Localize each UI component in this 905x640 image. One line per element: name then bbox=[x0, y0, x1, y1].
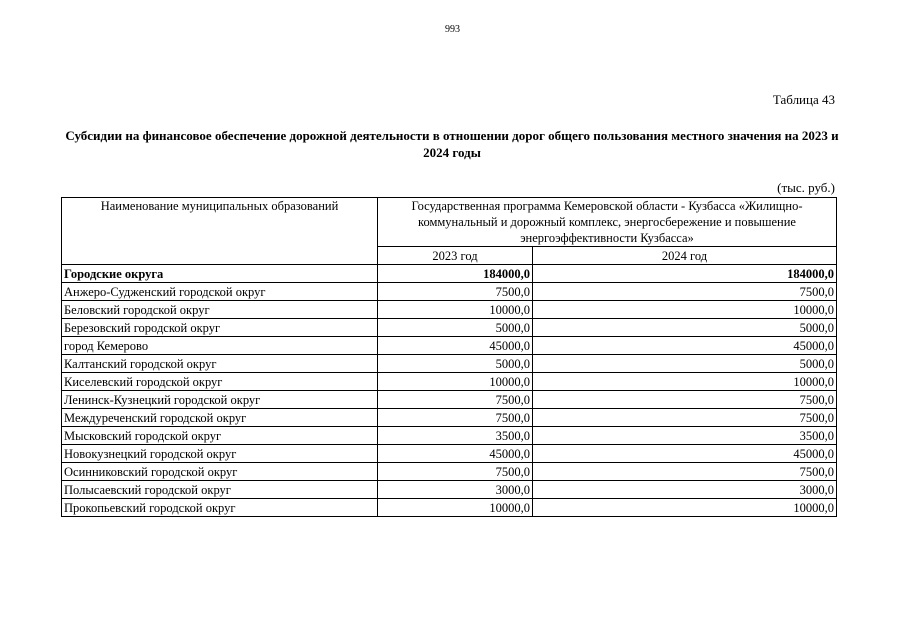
total-2024: 184000,0 bbox=[533, 265, 837, 283]
row-value-2024: 7500,0 bbox=[533, 463, 837, 481]
table-row bbox=[62, 373, 837, 391]
row-value-2024: 10000,0 bbox=[533, 373, 837, 391]
row-name: Беловский городской округ bbox=[62, 301, 378, 319]
row-value-2023: 7500,0 bbox=[378, 391, 533, 409]
page-number: 993 bbox=[445, 24, 460, 35]
row-value-2023: 10000,0 bbox=[378, 499, 533, 517]
total-name: Городские округа bbox=[62, 265, 378, 283]
row-name: Калтанский городской округ bbox=[62, 355, 378, 373]
table-row bbox=[62, 391, 837, 409]
table-row bbox=[62, 409, 837, 427]
row-name: город Кемерово bbox=[62, 337, 378, 355]
row-value-2024: 5000,0 bbox=[533, 319, 837, 337]
table-body bbox=[62, 265, 837, 517]
table-row bbox=[62, 283, 837, 301]
row-name: Мысковский городской округ bbox=[62, 427, 378, 445]
table-row bbox=[62, 499, 837, 517]
row-value-2023: 3000,0 bbox=[378, 481, 533, 499]
row-name: Ленинск-Кузнецкий городской округ bbox=[62, 391, 378, 409]
row-value-2023: 10000,0 bbox=[378, 301, 533, 319]
row-value-2023: 10000,0 bbox=[378, 373, 533, 391]
units-label: (тыс. руб.) bbox=[777, 180, 835, 195]
row-value-2024: 7500,0 bbox=[533, 283, 837, 301]
row-value-2024: 3000,0 bbox=[533, 481, 837, 499]
row-name: Междуреченский городской округ bbox=[62, 409, 378, 427]
row-value-2023: 45000,0 bbox=[378, 445, 533, 463]
table-total-row bbox=[62, 265, 837, 283]
row-value-2023: 3500,0 bbox=[378, 427, 533, 445]
row-name: Полысаевский городской округ bbox=[62, 481, 378, 499]
row-value-2024: 10000,0 bbox=[533, 499, 837, 517]
subsidies-table bbox=[61, 197, 837, 517]
row-value-2023: 5000,0 bbox=[378, 319, 533, 337]
row-value-2024: 45000,0 bbox=[533, 337, 837, 355]
row-value-2024: 10000,0 bbox=[533, 301, 837, 319]
row-value-2024: 7500,0 bbox=[533, 409, 837, 427]
row-value-2023: 7500,0 bbox=[378, 283, 533, 301]
table-row bbox=[62, 445, 837, 463]
row-value-2023: 5000,0 bbox=[378, 355, 533, 373]
row-name: Березовский городской округ bbox=[62, 319, 378, 337]
table-row bbox=[62, 355, 837, 373]
row-name: Осинниковский городской округ bbox=[62, 463, 378, 481]
table-header-row bbox=[62, 198, 837, 247]
row-name: Новокузнецкий городской округ bbox=[62, 445, 378, 463]
row-value-2024: 7500,0 bbox=[533, 391, 837, 409]
table-row bbox=[62, 301, 837, 319]
row-name: Киселевский городской округ bbox=[62, 373, 378, 391]
row-name: Анжеро-Судженский городской округ bbox=[62, 283, 378, 301]
row-name: Прокопьевский городской округ bbox=[62, 499, 378, 517]
table-row bbox=[62, 427, 837, 445]
header-municipality: Наименование муниципальных образований bbox=[62, 198, 378, 265]
document-title: Субсидии на финансовое обеспечение дорожной деятельности в отношении дорог общего пользования местного значения на 2023 и 2024 годы bbox=[65, 128, 839, 160]
table-label: Таблица 43 bbox=[772, 92, 835, 107]
row-value-2024: 5000,0 bbox=[533, 355, 837, 373]
total-2023: 184000,0 bbox=[378, 265, 533, 283]
row-value-2023: 7500,0 bbox=[378, 409, 533, 427]
table-row bbox=[62, 337, 837, 355]
header-year-2024: 2024 год bbox=[533, 247, 837, 265]
row-value-2023: 45000,0 bbox=[378, 337, 533, 355]
header-year-2023: 2023 год bbox=[378, 247, 533, 265]
header-program: Государственная программа Кемеровской области - Кузбасса «Жилищно-коммунальный и дорожный комплекс, энергосбережение и повышение энергоэффективности Кузбасса» bbox=[378, 198, 837, 247]
table-row bbox=[62, 319, 837, 337]
row-value-2024: 45000,0 bbox=[533, 445, 837, 463]
table-row bbox=[62, 481, 837, 499]
table-row bbox=[62, 463, 837, 481]
row-value-2024: 3500,0 bbox=[533, 427, 837, 445]
row-value-2023: 7500,0 bbox=[378, 463, 533, 481]
